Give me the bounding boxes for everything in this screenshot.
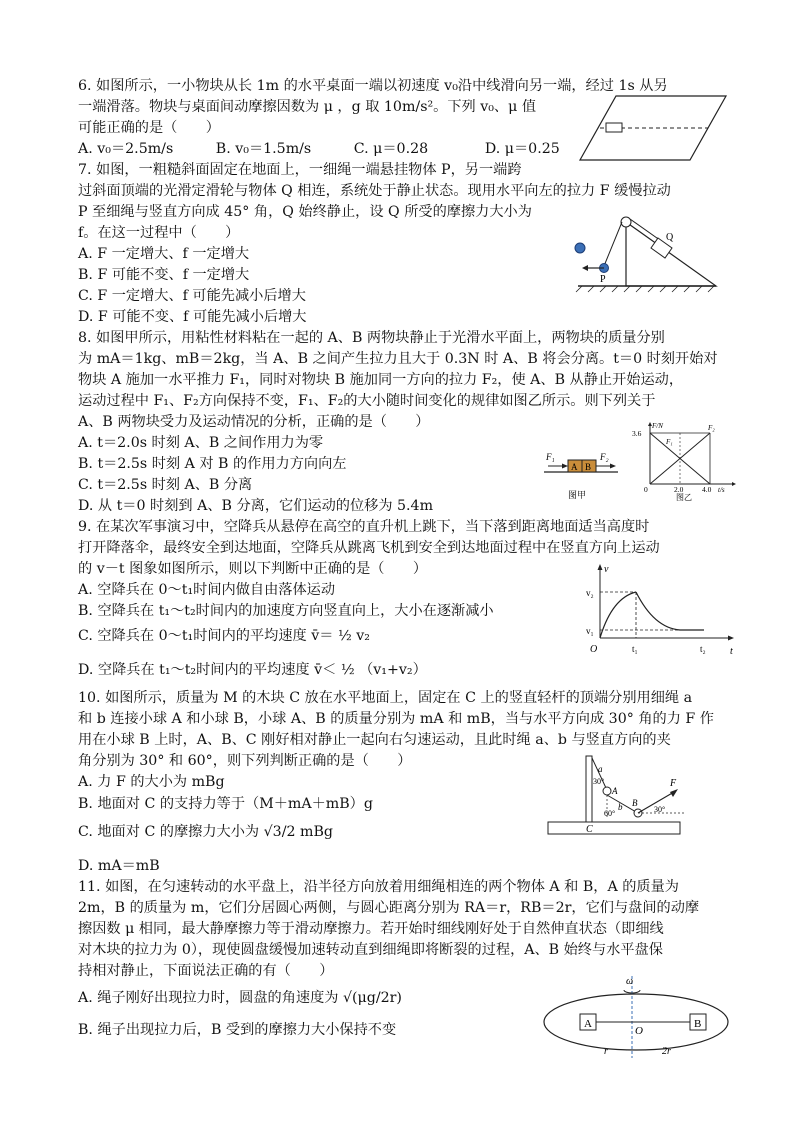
q11-line-4: 对木块的拉力为 0），现使圆盘缓慢加速转动直到细绳即将断裂的过程，A、B 始终与水平盘保: [78, 942, 663, 958]
q11-line-5: 持相对静止，下面说法正确的有（ ）: [78, 963, 334, 979]
q6-table-figure: [578, 92, 728, 164]
q8-ylabel: F/N: [652, 422, 663, 430]
q9-vt-graph: [584, 562, 740, 658]
q11-line-2: 2m，B 的质量为 m，它们分居圆心两侧，与圆心距离分别为 RA＝r，RB＝2r，它们与盘间的动摩: [78, 900, 700, 916]
q7-line-4: f。在这一过程中（ ）: [78, 225, 240, 241]
q9-option-d: D. 空降兵在 t₁～t₂时间内的平均速度 v̄＜ ½ （v₁+v₂）: [78, 662, 427, 678]
q8-option-a: A. t＝2.0s 时刻 A、B 之间作用力为零: [78, 435, 324, 451]
q10-line-4: 角分别为 30° 和 60°，则下列判断正确的是（ ）: [78, 753, 412, 769]
q11-option-b: B. 绳子出现拉力后，B 受到的摩擦力大小保持不变: [78, 1022, 397, 1038]
q7-option-b: B. F 可能不变、f 一定增大: [78, 267, 250, 283]
q8-ytick: 3.6: [632, 429, 642, 438]
q7-label-p: P: [600, 274, 606, 285]
q8-label-b: B: [585, 462, 592, 472]
q8-caption-a: 图甲: [568, 490, 587, 500]
q11-center-o: O: [635, 1025, 643, 1037]
q11-r-label: r: [604, 1046, 608, 1057]
q9-line-1: 9. 在某次军事演习中，空降兵从悬停在高空的直升机上跳下，当下落到距离地面适当高度时: [78, 519, 650, 535]
q8-option-c: C. t＝2.5s 时刻 A、B 分离: [78, 477, 253, 493]
q8-chart-f2: F₂: [708, 424, 715, 432]
q8-label-a: A: [571, 462, 578, 472]
q10-angle-3: 30°: [654, 805, 666, 814]
q8-caption-b: 图乙: [676, 493, 692, 502]
q10-label-c: C: [586, 824, 593, 835]
q6-line-2: 一端滑落。物块与桌面间动摩擦因数为 μ ，g 取 10m/s²。下列 v₀、μ 值: [78, 99, 537, 115]
q9-line-3: 的 v－t 图象如图所示，则以下判断中正确的是（ ）: [78, 561, 428, 577]
q10-angle-1: 30°: [593, 777, 605, 786]
q11-2r-label: 2r: [662, 1046, 671, 1057]
q9-axis-v: v: [604, 564, 609, 575]
q9-v2: v₂: [586, 588, 594, 598]
q7-line-3: P 至细绳与竖直方向成 45° 角，Q 始终静止，设 Q 所受的摩擦力大小为: [78, 204, 532, 220]
q10-option-c: C. 地面对 C 的摩擦力大小为 √3/2 mBg: [78, 824, 333, 840]
q7-label-q: Q: [666, 232, 674, 243]
q11-line-1: 11. 如图，在匀速转动的水平盘上，沿半径方向放着用细绳相连的两个物体 A 和 B，A 的质量为: [78, 879, 679, 895]
q8-line-5: A、B 两物块受力及运动情况的分析，正确的是（ ）: [78, 414, 430, 430]
q10-label-ball-a: A: [612, 786, 618, 796]
q9-v1: v₁: [586, 626, 594, 636]
q10-angle-2: 60°: [604, 809, 616, 818]
q7-option-a: A. F 一定增大、f 一定增大: [78, 246, 250, 262]
q7-option-d: D. F 可能不变、f 可能先减小后增大: [78, 309, 307, 325]
q7-line-2: 过斜面顶端的光滑定滑轮与物体 Q 相连，系统处于静止状态。现用水平向左的拉力 F 缓慢拉动: [78, 183, 671, 199]
q8-label-f2: F₂: [600, 452, 609, 462]
q10-line-1: 10. 如图所示，质量为 M 的木块 C 放在水平地面上，固定在 C 上的竖直轻杆的顶端分别用细绳 a: [78, 690, 693, 706]
q10-label-f: F: [670, 778, 677, 789]
q11-omega: ω: [626, 976, 634, 987]
q8-figure-a: [540, 440, 622, 502]
q9-axis-t: t: [730, 646, 733, 657]
q8-xtick-2: 4.0: [702, 485, 712, 494]
q6-line-3: 可能正确的是（ ）: [78, 120, 220, 136]
q6-options: A. v₀＝2.5m/s B. v₀＝1.5m/s C. μ＝0.28 D. μ＝0.25: [78, 141, 560, 157]
q10-label-a-rope: a: [598, 764, 603, 774]
q9-line-2: 打开降落伞，最终安全到达地面，空降兵从跳离飞机到安全到达地面过程中在竖直方向上运动: [78, 540, 660, 556]
q8-chart-f1: F₁: [666, 438, 673, 446]
q6-line-1: 6. 如图所示，一小物块从长 1m 的水平桌面一端以初速度 v₀沿中线滑向另一端，经过 1s 从另: [78, 78, 668, 94]
q10-line-2: 和 b 连接小球 A 和小球 B，小球 A、B 的质量分别为 mA 和 mB，当与水平方向成 30° 角的力 F 作: [78, 711, 714, 727]
q8-option-d: D. 从 t＝0 时刻到 A、B 分离，它们运动的位移为 5.4m: [78, 498, 434, 514]
q11-disk-figure: [540, 972, 736, 1062]
q8-line-2: 为 mA＝1kg、mB＝2kg，当 A、B 之间产生拉力且大于 0.3N 时 A、B 将会分离。t＝0 时刻开始对: [78, 351, 718, 367]
q10-option-b: B. 地面对 C 的支持力等于（M＋mA＋mB）g: [78, 796, 373, 812]
q11-block-b: B: [694, 1018, 702, 1030]
q10-figure: [546, 752, 696, 838]
q11-line-3: 擦因数 μ 相同，最大静摩擦力等于滑动摩擦力。若开始时细线刚好处于自然伸直状态（即细线: [78, 921, 664, 937]
q8-option-b: B. t＝2.5s 时刻 A 对 B 的作用力方向向左: [78, 456, 347, 472]
q10-option-a: A. 力 F 的大小为 mBg: [78, 774, 225, 790]
q8-figure-b-chart: [632, 420, 738, 502]
q8-line-1: 8. 如图甲所示，用粘性材料粘在一起的 A、B 两物块静止于光滑水平面上，两物块的质量分别: [78, 330, 665, 346]
q9-curve-fall: [636, 592, 704, 630]
q9-t2: t₂: [700, 644, 706, 654]
q9-option-a: A. 空降兵在 0～t₁时间内做自由落体运动: [78, 582, 336, 598]
q11-block-a: A: [584, 1018, 592, 1030]
q9-option-c: C. 空降兵在 0～t₁时间内的平均速度 v̄＝ ½ v₂: [78, 628, 370, 644]
q7-option-c: C. F 一定增大、f 可能先减小后增大: [78, 288, 306, 304]
q8-line-4: 运动过程中 F₁、F₂方向保持不变，F₁、F₂的大小随时间变化的规律如图乙所示。则下列关于: [78, 393, 656, 409]
q7-line-1: 7. 如图，一粗糙斜面固定在地面上，一细绳一端悬挂物体 P，另一端跨: [78, 162, 522, 178]
q9-t1: t₁: [632, 644, 638, 654]
q11-option-a: A. 绳子刚好出现拉力时，圆盘的角速度为 √(μg/2r): [78, 990, 402, 1006]
q8-label-f1: F₁: [546, 452, 555, 462]
q8-origin: 0: [644, 485, 648, 494]
q8-xlabel: t/s: [718, 486, 725, 494]
q8-xtick-1: 2.0: [674, 485, 684, 494]
q9-curve-rise: [600, 592, 636, 638]
q10-option-d: D. mA＝mB: [78, 858, 160, 874]
q9-origin: O: [590, 644, 598, 655]
q7-incline-figure: [568, 212, 718, 294]
q10-label-ball-b: B: [632, 798, 638, 808]
q8-line-3: 物块 A 施加一水平推力 F₁，同时对物块 B 施加同一方向的拉力 F₂，使 A、B 从静止开始运动，: [78, 372, 684, 388]
q9-option-b: B. 空降兵在 t₁～t₂时间内的加速度方向竖直向上，大小在逐渐减小: [78, 603, 494, 619]
q10-line-3: 用在小球 B 上时，A、B、C 刚好相对静止一起向右匀速运动，且此时绳 a、b 与竖直方向的夹: [78, 732, 671, 748]
q10-label-b-rope: b: [618, 802, 623, 812]
